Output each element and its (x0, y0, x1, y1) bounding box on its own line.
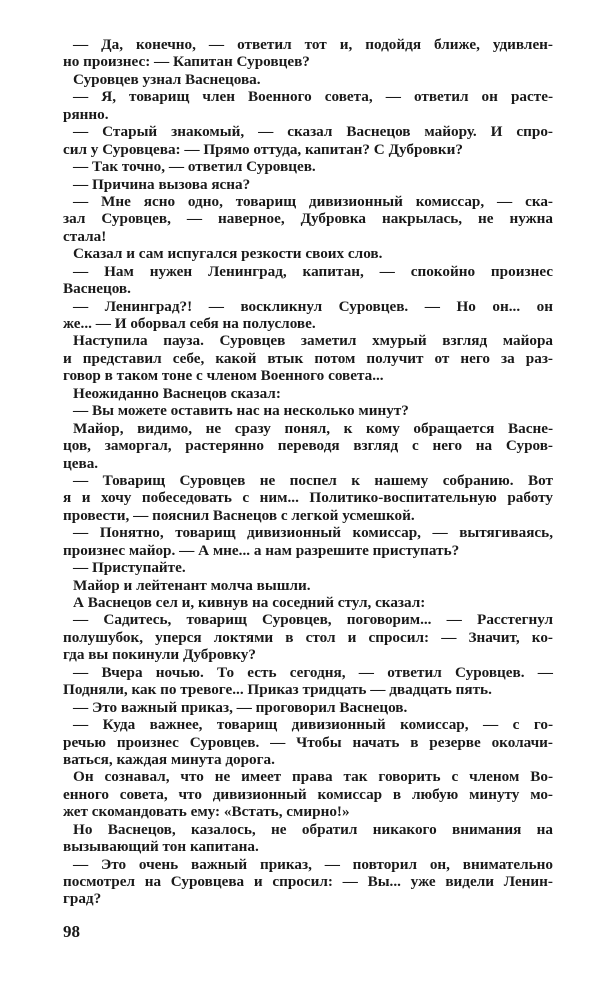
paragraph (63, 472, 553, 524)
paragraph (63, 699, 553, 716)
paragraph (63, 716, 553, 768)
text-line: Сказал и сам испугался резкости своих слов. (73, 245, 383, 263)
paragraph (63, 611, 553, 663)
paragraph (63, 821, 553, 856)
text-line: жет скомандовать ему: «Встать, смирно!» (63, 803, 350, 821)
text-line: — Я, товарищ член Военного совета, — ответил он расте- (73, 88, 553, 106)
page-number: 98 (63, 922, 80, 941)
paragraph (63, 158, 553, 175)
text-line: — Вчера ночью. То есть сегодня, — ответил Суровцев. — (73, 663, 553, 681)
text-line: — Это очень важный приказ, — повторил он, внимательно (73, 855, 553, 873)
text-line: — Куда важнее, товарищ дивизионный комиссар, — с го- (73, 716, 553, 734)
text-line: я и хочу побеседовать с ним... Политико-воспитательную работу (63, 489, 553, 507)
text-line: Майор и лейтенант молча вышли. (73, 576, 311, 594)
text-line: — Ленинград?! — воскликнул Суровцев. — Но он... он (73, 297, 553, 315)
paragraph (63, 193, 553, 245)
paragraph (63, 577, 553, 594)
paragraph (63, 385, 553, 402)
text-line: полушубок, уперся локтями в стол и спросил: — Значит, ко- (63, 628, 553, 646)
text-line: вызывающий тон капитана. (63, 838, 259, 856)
text-line: — Нам нужен Ленинград, капитан, — спокойно произнес (73, 262, 553, 280)
text-line: рянно. (63, 105, 109, 123)
paragraph (63, 36, 553, 71)
paragraph (63, 856, 553, 908)
text-line: — Мне ясно одно, товарищ дивизионный комиссар, — ска- (73, 192, 553, 210)
text-line: говор в таком тоне с членом Военного совета... (63, 367, 384, 385)
text-line: — Старый знакомый, — сказал Васнецов майору. И спро- (73, 123, 553, 141)
paragraph (63, 559, 553, 576)
text-line: стала! (63, 227, 107, 245)
paragraph (63, 524, 553, 559)
text-line: Наступила пауза. Суровцев заметил хмурый взгляд майора (73, 332, 553, 350)
text-line: Васнецов. (63, 280, 131, 298)
text-line: гда вы покинули Дубровку? (63, 646, 256, 664)
text-line: же... — И оборвал себя на полуслове. (63, 315, 316, 332)
paragraph (63, 402, 553, 419)
paragraph (63, 71, 553, 88)
text-line: град? (63, 890, 102, 908)
text-line: — Да, конечно, — ответил тот и, подойдя ближе, удивлен- (73, 36, 553, 53)
text-line: речью произнес Суровцев. — Чтобы начать в резерве околачи- (63, 733, 553, 751)
text-line: но произнес: — Капитан Суровцев? (63, 53, 310, 71)
text-line: ваться, каждая минута дорога. (63, 750, 275, 768)
text-line: — Понятно, товарищ дивизионный комиссар, — вытягиваясь, (73, 524, 553, 542)
text-line: Подняли, как по тревоге... Приказ тридцать — двадцать пять. (63, 681, 492, 699)
paragraph (63, 176, 553, 193)
text-line: сил у Суровцева: — Прямо оттуда, капитан? С Дубровки? (63, 140, 463, 158)
text-line: А Васнецов сел и, кивнув на соседний стул, сказал: (73, 594, 426, 611)
paragraph (63, 245, 553, 262)
text-line: цов, заморгал, растерянно переводя взгляд с него на Суров- (63, 437, 553, 455)
paragraph (63, 420, 553, 472)
page-body-text (63, 36, 553, 908)
text-line: цева. (63, 454, 99, 472)
text-line: — Приступайте. (73, 559, 186, 577)
text-line: — Это важный приказ, — проговорил Васнецов. (73, 698, 408, 716)
text-line: Майор, видимо, не сразу понял, к кому обращается Васне- (73, 419, 553, 437)
paragraph (63, 664, 553, 699)
paragraph (63, 768, 553, 820)
text-line: енного совета, что дивизионный комиссар в любую минуту мо- (63, 785, 553, 803)
paragraph (63, 332, 553, 384)
text-line: Но Васнецов, казалось, не обратил никакого внимания на (73, 820, 553, 838)
paragraph (63, 594, 553, 611)
text-line: — Товарищ Суровцев не поспел к нашему собранию. Вот (73, 471, 553, 489)
text-line: посмотрел на Суровцева и спросил: — Вы... уже видели Ленин- (63, 873, 553, 890)
text-line: и представил себе, какой втык потом получит от него за раз- (63, 349, 553, 367)
text-line: Неожиданно Васнецов сказал: (73, 384, 281, 402)
paragraph (63, 123, 553, 158)
text-line: провести, — пояснил Васнецов с легкой усмешкой. (63, 506, 415, 524)
text-line: — Так точно, — ответил Суровцев. (73, 158, 316, 176)
text-line: зал Суровцев, — наверное, Дубровка накрылась, не нужна (63, 210, 553, 228)
paragraph (63, 88, 553, 123)
text-line: — Причина вызова ясна? (73, 175, 251, 193)
paragraph (63, 263, 553, 298)
text-line: — Вы можете оставить нас на несколько минут? (73, 402, 409, 420)
text-line: — Садитесь, товарищ Суровцев, поговорим... — Расстегнул (73, 611, 553, 629)
text-line: Он сознавал, что не имеет права так говорить с членом Во- (73, 768, 553, 786)
paragraph (63, 298, 553, 333)
text-line: произнес майор. — А мне... а нам разрешите приступать? (63, 541, 460, 559)
text-line: Суровцев узнал Васнецова. (73, 70, 261, 88)
